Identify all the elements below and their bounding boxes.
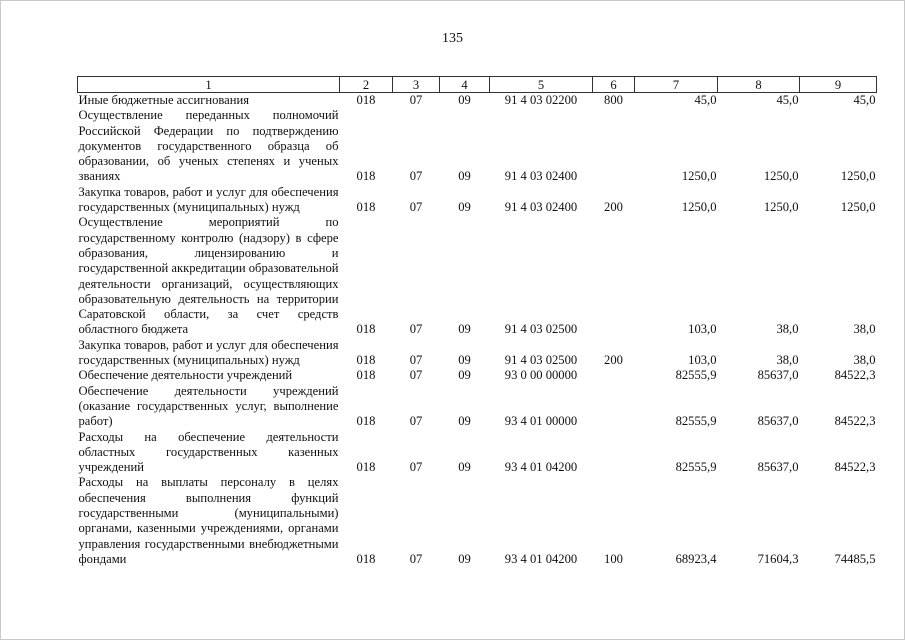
cell-ministry: 018 (356, 414, 376, 429)
cell-amount-2: 71604,3 (757, 551, 799, 566)
cell-amount-2: 85637,0 (757, 414, 799, 429)
cell-subsection: 09 (458, 169, 471, 184)
cell-ministry: 018 (356, 460, 376, 475)
cell-amount-3: 1250,0 (840, 169, 876, 184)
cell-subsection: 09 (458, 322, 471, 337)
cell-amount-1: 82555,9 (675, 414, 717, 429)
cell-amount-1: 1250,0 (681, 169, 717, 184)
cell-subsection: 09 (458, 368, 471, 383)
cell-amount-1: 82555,9 (675, 460, 717, 475)
cell-target-article: 93 4 01 04200 (504, 460, 578, 475)
row-name: Осуществление мероприятий по государственному контролю (надзору) в сфере образования, лицензированию и государственной аккредитации образовательной деятельности организаций, осуществляющих образовательную деятельность на территории Саратовской области, за счет средств областного бюджета (78, 215, 339, 337)
cell-amount-3: 1250,0 (840, 200, 876, 215)
cell-expense-type: 800 (604, 93, 623, 107)
cell-target-article: 93 4 01 04200 (504, 551, 578, 566)
cell-target-article: 91 4 03 02400 (504, 200, 578, 215)
row-name: Обеспечение деятельности учреждений (78, 368, 293, 383)
cell-section: 07 (409, 551, 423, 566)
column-header: 6 (593, 77, 635, 93)
budget-table (77, 76, 877, 567)
cell-ministry: 018 (356, 353, 376, 368)
cell-amount-1: 68923,4 (675, 551, 717, 566)
row-name: Расходы на выплаты персоналу в целях обеспечения выполнения функций государственными (муниципальными) органами, казенными учреждениями, органами управления государственными внебюджетными фондами (78, 475, 339, 566)
cell-amount-1: 1250,0 (681, 200, 717, 215)
column-header: 2 (340, 77, 393, 93)
row-name: Осуществление переданных полномочий Российской Федерации по подтверждению документов государственного образца об образовании, об ученых степенях и ученых званиях (78, 108, 339, 184)
cell-subsection: 09 (458, 460, 471, 475)
table-row (78, 368, 877, 383)
table-row (78, 93, 877, 109)
cell-ministry: 018 (356, 169, 376, 184)
cell-expense-type (593, 215, 635, 337)
column-header: 9 (800, 77, 877, 93)
cell-section: 07 (409, 200, 423, 215)
cell-ministry: 018 (356, 368, 376, 383)
table-row (78, 430, 877, 476)
cell-target-article: 93 0 00 00000 (504, 368, 578, 383)
cell-expense-type: 100 (604, 551, 623, 566)
cell-expense-type: 200 (604, 200, 623, 215)
table-row (78, 215, 877, 337)
cell-target-article: 91 4 03 02500 (504, 322, 578, 337)
cell-amount-2: 85637,0 (757, 368, 799, 383)
cell-section: 07 (409, 322, 423, 337)
cell-ministry: 018 (356, 322, 376, 337)
cell-section: 07 (409, 414, 423, 429)
row-name: Расходы на обеспечение деятельности областных государственных казенных учреждений (78, 429, 339, 475)
cell-section: 07 (409, 368, 423, 383)
cell-amount-1: 103,0 (688, 322, 717, 337)
cell-target-article: 91 4 03 02400 (504, 169, 578, 184)
cell-expense-type (593, 368, 635, 383)
cell-ministry: 018 (356, 200, 376, 215)
row-name: Иные бюджетные ассигнования (78, 93, 250, 107)
page-number: 135 (442, 31, 463, 46)
row-name: Закупка товаров, работ и услуг для обеспечения государственных (муниципальных) нужд (78, 337, 339, 368)
cell-subsection: 09 (458, 414, 471, 429)
cell-expense-type (593, 430, 635, 476)
row-name: Закупка товаров, работ и услуг для обеспечения государственных (муниципальных) нужд (78, 184, 339, 215)
cell-target-article: 91 4 03 02200 (504, 93, 578, 107)
cell-section: 07 (409, 169, 423, 184)
cell-amount-3: 84522,3 (834, 460, 876, 475)
column-header: 1 (78, 77, 340, 93)
column-header: 4 (440, 77, 490, 93)
cell-subsection: 09 (458, 551, 471, 566)
cell-ministry: 018 (356, 551, 376, 566)
cell-amount-2: 1250,0 (763, 200, 799, 215)
cell-section: 07 (409, 353, 423, 368)
cell-amount-1: 45,0 (694, 93, 717, 107)
column-header: 3 (393, 77, 440, 93)
cell-amount-2: 45,0 (776, 93, 799, 107)
column-header: 5 (490, 77, 593, 93)
cell-amount-3: 38,0 (853, 322, 876, 337)
cell-expense-type (593, 384, 635, 430)
cell-amount-2: 85637,0 (757, 460, 799, 475)
cell-amount-2: 38,0 (776, 353, 799, 368)
cell-subsection: 09 (458, 93, 471, 107)
table-row (78, 475, 877, 567)
cell-amount-3: 74485,5 (834, 551, 876, 566)
cell-amount-3: 84522,3 (834, 368, 876, 383)
cell-amount-1: 82555,9 (675, 368, 717, 383)
cell-amount-2: 38,0 (776, 322, 799, 337)
cell-amount-3: 38,0 (853, 353, 876, 368)
cell-amount-3: 84522,3 (834, 414, 876, 429)
table-row (78, 338, 877, 369)
cell-amount-1: 103,0 (688, 353, 717, 368)
column-header: 8 (718, 77, 800, 93)
cell-expense-type (593, 108, 635, 184)
cell-section: 07 (409, 93, 423, 107)
table-row (78, 185, 877, 216)
cell-target-article: 91 4 03 02500 (504, 353, 578, 368)
table-row (78, 384, 877, 430)
cell-section: 07 (409, 460, 423, 475)
column-header: 7 (635, 77, 718, 93)
cell-ministry: 018 (356, 93, 376, 107)
cell-subsection: 09 (458, 353, 471, 368)
cell-expense-type: 200 (604, 353, 623, 368)
cell-amount-3: 45,0 (853, 93, 876, 107)
cell-subsection: 09 (458, 200, 471, 215)
row-name: Обеспечение деятельности учреждений (оказание государственных услуг, выполнение работ) (78, 383, 339, 429)
header-row (78, 77, 877, 93)
table-row (78, 108, 877, 184)
cell-target-article: 93 4 01 00000 (504, 414, 578, 429)
cell-amount-2: 1250,0 (763, 169, 799, 184)
